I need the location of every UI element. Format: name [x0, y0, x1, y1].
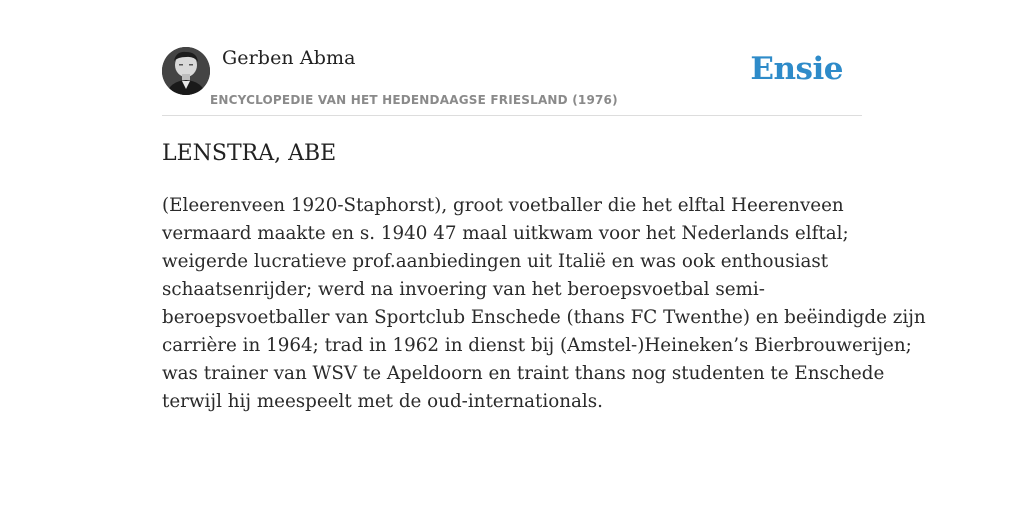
article-line: schaatsenrijder; werd na invoering van het beroepsvoetbal semi- — [162, 279, 765, 300]
article-line: beroepsvoetballer van Sportclub Enschede (thans FC Twenthe) en beëindigde zijn — [162, 307, 926, 328]
article-line: was trainer van WSV te Apeldoorn en traint thans nog studenten te Enschede — [162, 363, 885, 384]
article-line: vermaard maakte en s. 1940 47 maal uitkwam voor het Nederlands elftal; — [162, 223, 849, 244]
author-name[interactable]: Gerben Abma — [222, 47, 356, 69]
source-label[interactable]: ENCYCLOPEDIE VAN HET HEDENDAAGSE FRIESLAND (1976) — [210, 93, 618, 107]
article-line: terwijl hij meespeelt met de oud-internationals. — [162, 391, 603, 412]
ensie-logo[interactable]: Ensie — [750, 51, 843, 87]
article-line: carrière in 1964; trad in 1962 in dienst bij (Amstel-)Heineken’s Bierbrouwerijen; — [162, 335, 912, 356]
article-line: (Eleerenveen 1920-Staphorst), groot voetballer die het elftal Heerenveen — [162, 195, 844, 216]
author-avatar[interactable] — [162, 47, 210, 95]
article-card — [162, 46, 926, 412]
article-body — [162, 192, 926, 416]
article-title: LENSTRA, ABE — [162, 141, 337, 166]
person-portrait-icon — [162, 47, 210, 95]
article-line: weigerde lucratieve prof.aanbiedingen uit Italië en was ook enthousiast — [162, 251, 829, 272]
article-header — [162, 46, 862, 116]
